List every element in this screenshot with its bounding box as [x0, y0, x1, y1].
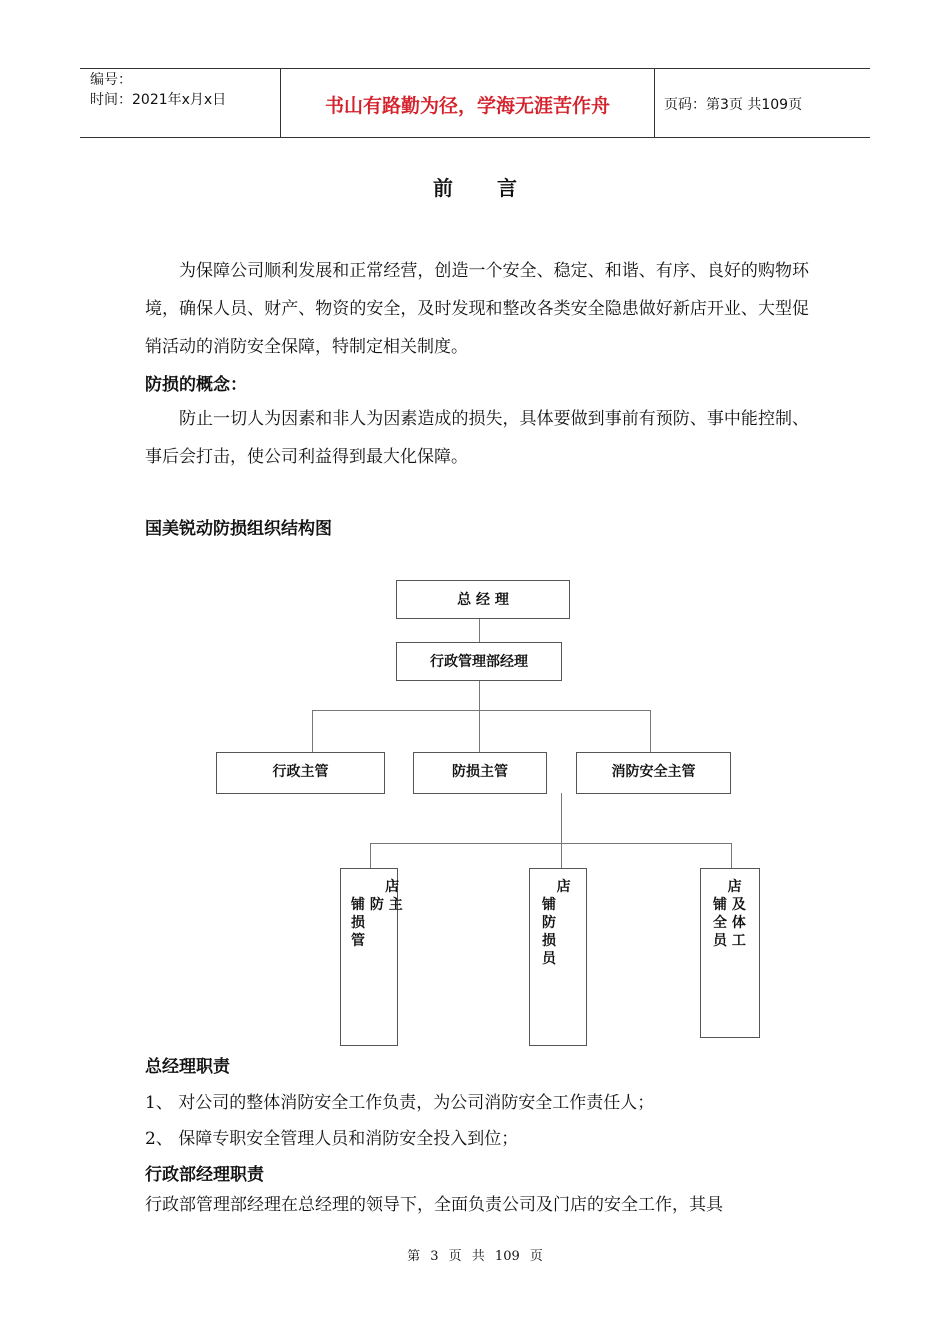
loss-prevention-heading: 防损的概念： [145, 375, 247, 395]
org-box-admin-supervisor [216, 752, 385, 794]
org-box-general-manager [396, 580, 570, 619]
connector-store-lp-staff [561, 816, 562, 868]
org-box-store-lp-supervisor [340, 868, 403, 1046]
admin-duties-heading: 行政部经理职责 [145, 1165, 264, 1185]
header-motto-cell [280, 69, 655, 137]
page-footer: 第 3 页 共 109 页 [407, 1249, 543, 1264]
admin-duties-paragraph: 行政部管理部经理在总经理的领导下，全面负责公司及门店的安全工作，其具 [145, 1195, 723, 1215]
org-label-lp-supervisor: 防损主管 [452, 764, 508, 780]
org-label-general-manager: 总 经 理 [457, 592, 509, 608]
org-box-lp-supervisor [413, 752, 547, 794]
org-label-store-all-staff: 店 铺 及 全 体 员 工 [713, 879, 746, 949]
connector-fire-supervisor [650, 710, 651, 752]
org-label-admin-manager: 行政管理部经理 [430, 654, 528, 670]
org-box-store-all-staff [700, 868, 760, 1038]
org-chart-heading: 国美锐动防损组织结构图 [145, 519, 332, 539]
gm-duties-heading: 总经理职责 [145, 1057, 230, 1077]
gm-duty-item: 1、 对公司的整体消防安全工作负责，为公司消防安全工作责任人； [145, 1093, 655, 1113]
header-meta-cell [80, 69, 280, 137]
connector-gm-admin [479, 618, 480, 643]
header-page-info: 页码：第3页 共109页 [664, 97, 803, 113]
connector-store-all-staff [731, 843, 732, 868]
connector-store-lp-supervisor [370, 843, 371, 868]
header-page-cell [654, 69, 870, 137]
connector-supervisors-bar [312, 710, 651, 711]
gm-duty-item: 2、 保障专职安全管理人员和消防安全投入到位； [145, 1129, 519, 1149]
document-header [80, 68, 870, 138]
connector-stores-bar [370, 843, 732, 844]
connector-admin-supervisor [312, 710, 313, 752]
loss-prevention-paragraph: 防止一切人为因素和非人为因素造成的损失，具体要做到事前有预防、事中能控制、事后会打击，使公司利益得到最大化保障。 [145, 409, 809, 467]
connector-admin-lp [479, 680, 480, 752]
org-box-admin-manager [396, 642, 562, 681]
page-title: 前言 [433, 176, 561, 200]
header-motto: 书山有路勤为径，学海无涯苦作舟 [324, 95, 610, 117]
org-label-admin-supervisor: 行政主管 [272, 764, 329, 780]
document-time-label: 时间：2021年x月x日 [90, 92, 227, 108]
intro-paragraph: 为保障公司顺利发展和正常经营，创造一个安全、稳定、和谐、有序、良好的购物环境，确保人员、财产、物资的安全，及时发现和整改各类安全隐患做好新店开业、大型促销活动的消防安全保障，特制定相关制度。 [145, 261, 809, 357]
org-label-store-lp-supervisor: 店 铺 防 主 损 管 [351, 879, 403, 949]
org-box-fire-supervisor [576, 752, 731, 794]
org-label-store-lp-staff: 店 铺 防 损 员 [542, 879, 571, 967]
document-number-label: 编号： [90, 72, 132, 88]
org-box-store-lp-staff [529, 868, 587, 1046]
org-label-fire-supervisor: 消防安全主管 [611, 764, 696, 780]
